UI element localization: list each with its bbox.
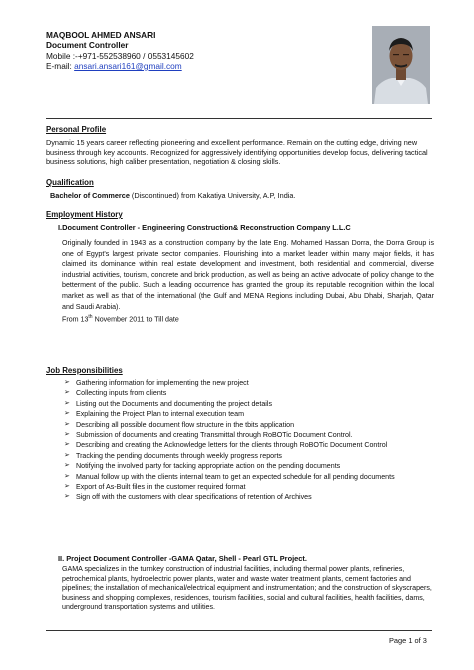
job1-description <box>62 238 434 325</box>
email-label: E-mail: <box>46 60 72 71</box>
list-item: ➢ Tracking the pending documents through weekly progress reports <box>64 451 434 461</box>
header-divider <box>46 118 432 119</box>
contact-header <box>46 30 194 71</box>
email-link[interactable]: ansari.ansari161@gmail.com <box>74 60 182 71</box>
responsibilities-list <box>64 378 434 503</box>
list-item: ➢ Export of As-Built files in the customer required format <box>64 482 434 492</box>
degree-detail: (Discontinued) from Kakatiya University, A.P, India. <box>129 191 296 200</box>
email-line <box>46 61 194 71</box>
list-item: ➢ Describing and creating the Acknowledge letters for the clients through RoBOTic Document Control <box>64 440 434 450</box>
mobile-line: Mobile :-+971-552538960 / 0553145602 <box>46 50 194 61</box>
job1-from-sup: th <box>88 314 93 321</box>
job1-paragraph: Originally founded in 1943 as a construction company by the late Eng. Mohamed Hassan Dorra, the Dorra Group is one of Egypt's largest private sector companies. Flourishing into a market leader within many major fields, it has claimed its dominance within real estate development and investment, both residential and commercial, diverse industrial activities, tourism, concrete and brick production, as well as being an active advocate of policy change to the betterment of the public. Such a leading occurrence has granted the group its reputable recognition within the local market as well as that of the international (the Gulf and MENA Regions including Dubai, Abu Dhabi, Sharjah, Qatar and Saudi Arabia). <box>62 239 434 311</box>
profile-photo <box>372 26 430 104</box>
candidate-name: MAQBOOL AHMED ANSARI <box>46 30 156 40</box>
list-item: ➢ Describing all possible document flow structure in the tbits application <box>64 420 434 430</box>
qualification-line <box>50 191 438 201</box>
list-item: ➢ Collecting inputs from clients <box>64 388 434 398</box>
job2-title: II. Project Document Controller -GAMA Qatar, Shell - Pearl GTL Project. <box>58 554 307 563</box>
list-item: ➢ Sign off with the customers with clear specifications of retention of Archives <box>64 492 434 502</box>
degree-name: Bachelor of Commerce <box>50 191 130 200</box>
profile-text: Dynamic 15 years career reflecting pioneering and excellent performance. Remain on the cutting edge, driving new business through key accounts. Recognized for aggressively identifying opportunities develop focus, delivering tactical business solutions, high caliber presentation, negotiation & closing skills. <box>46 138 428 167</box>
qualification-heading: Qualification <box>46 178 94 187</box>
list-item: ➢ Listing out the Documents and documenting the project details <box>64 399 434 409</box>
footer-divider <box>46 630 432 631</box>
job1-title: I.Document Controller - Engineering Construction& Reconstruction Company L.L.C <box>58 223 351 232</box>
job2-description: GAMA specializes in the turnkey construction of industrial facilities, including thermal power plants, refineries, petrochemical plants, hydroelectric power plants, water and waste water treatment plants, cement factories and pipelines; the installation of mechanical/electrical equipment and instrumentation; and the construction of skyscrapers, business and shopping complexes, residences, tourism facilities, social and cultural facilities, health facilities, dams, underground transportation systems and utilities. <box>62 565 432 611</box>
list-item: ➢ Gathering information for implementing the new project <box>64 378 434 388</box>
job1-from-post: November 2011 to Till date <box>92 315 179 324</box>
person-photo-icon <box>372 26 430 104</box>
job1-from-pre: From 13 <box>62 315 89 324</box>
list-item: ➢ Submission of documents and creating Transmittal through RoBOTic Document Control. <box>64 430 434 440</box>
list-item: ➢ Manual follow up with the clients internal team to get an expected schedule for all pending documents <box>64 472 434 482</box>
candidate-role: Document Controller <box>46 40 129 51</box>
page-number: Page 1 of 3 <box>389 636 427 645</box>
responsibilities-heading: Job Responsibilities <box>46 366 123 375</box>
list-item: ➢ Notifying the involved party for tacking appropriate action on the pending documents <box>64 461 434 471</box>
list-item: ➢ Explaining the Project Plan to internal execution team <box>64 409 434 419</box>
employment-heading: Employment History <box>46 210 123 219</box>
profile-heading: Personal Profile <box>46 125 107 134</box>
